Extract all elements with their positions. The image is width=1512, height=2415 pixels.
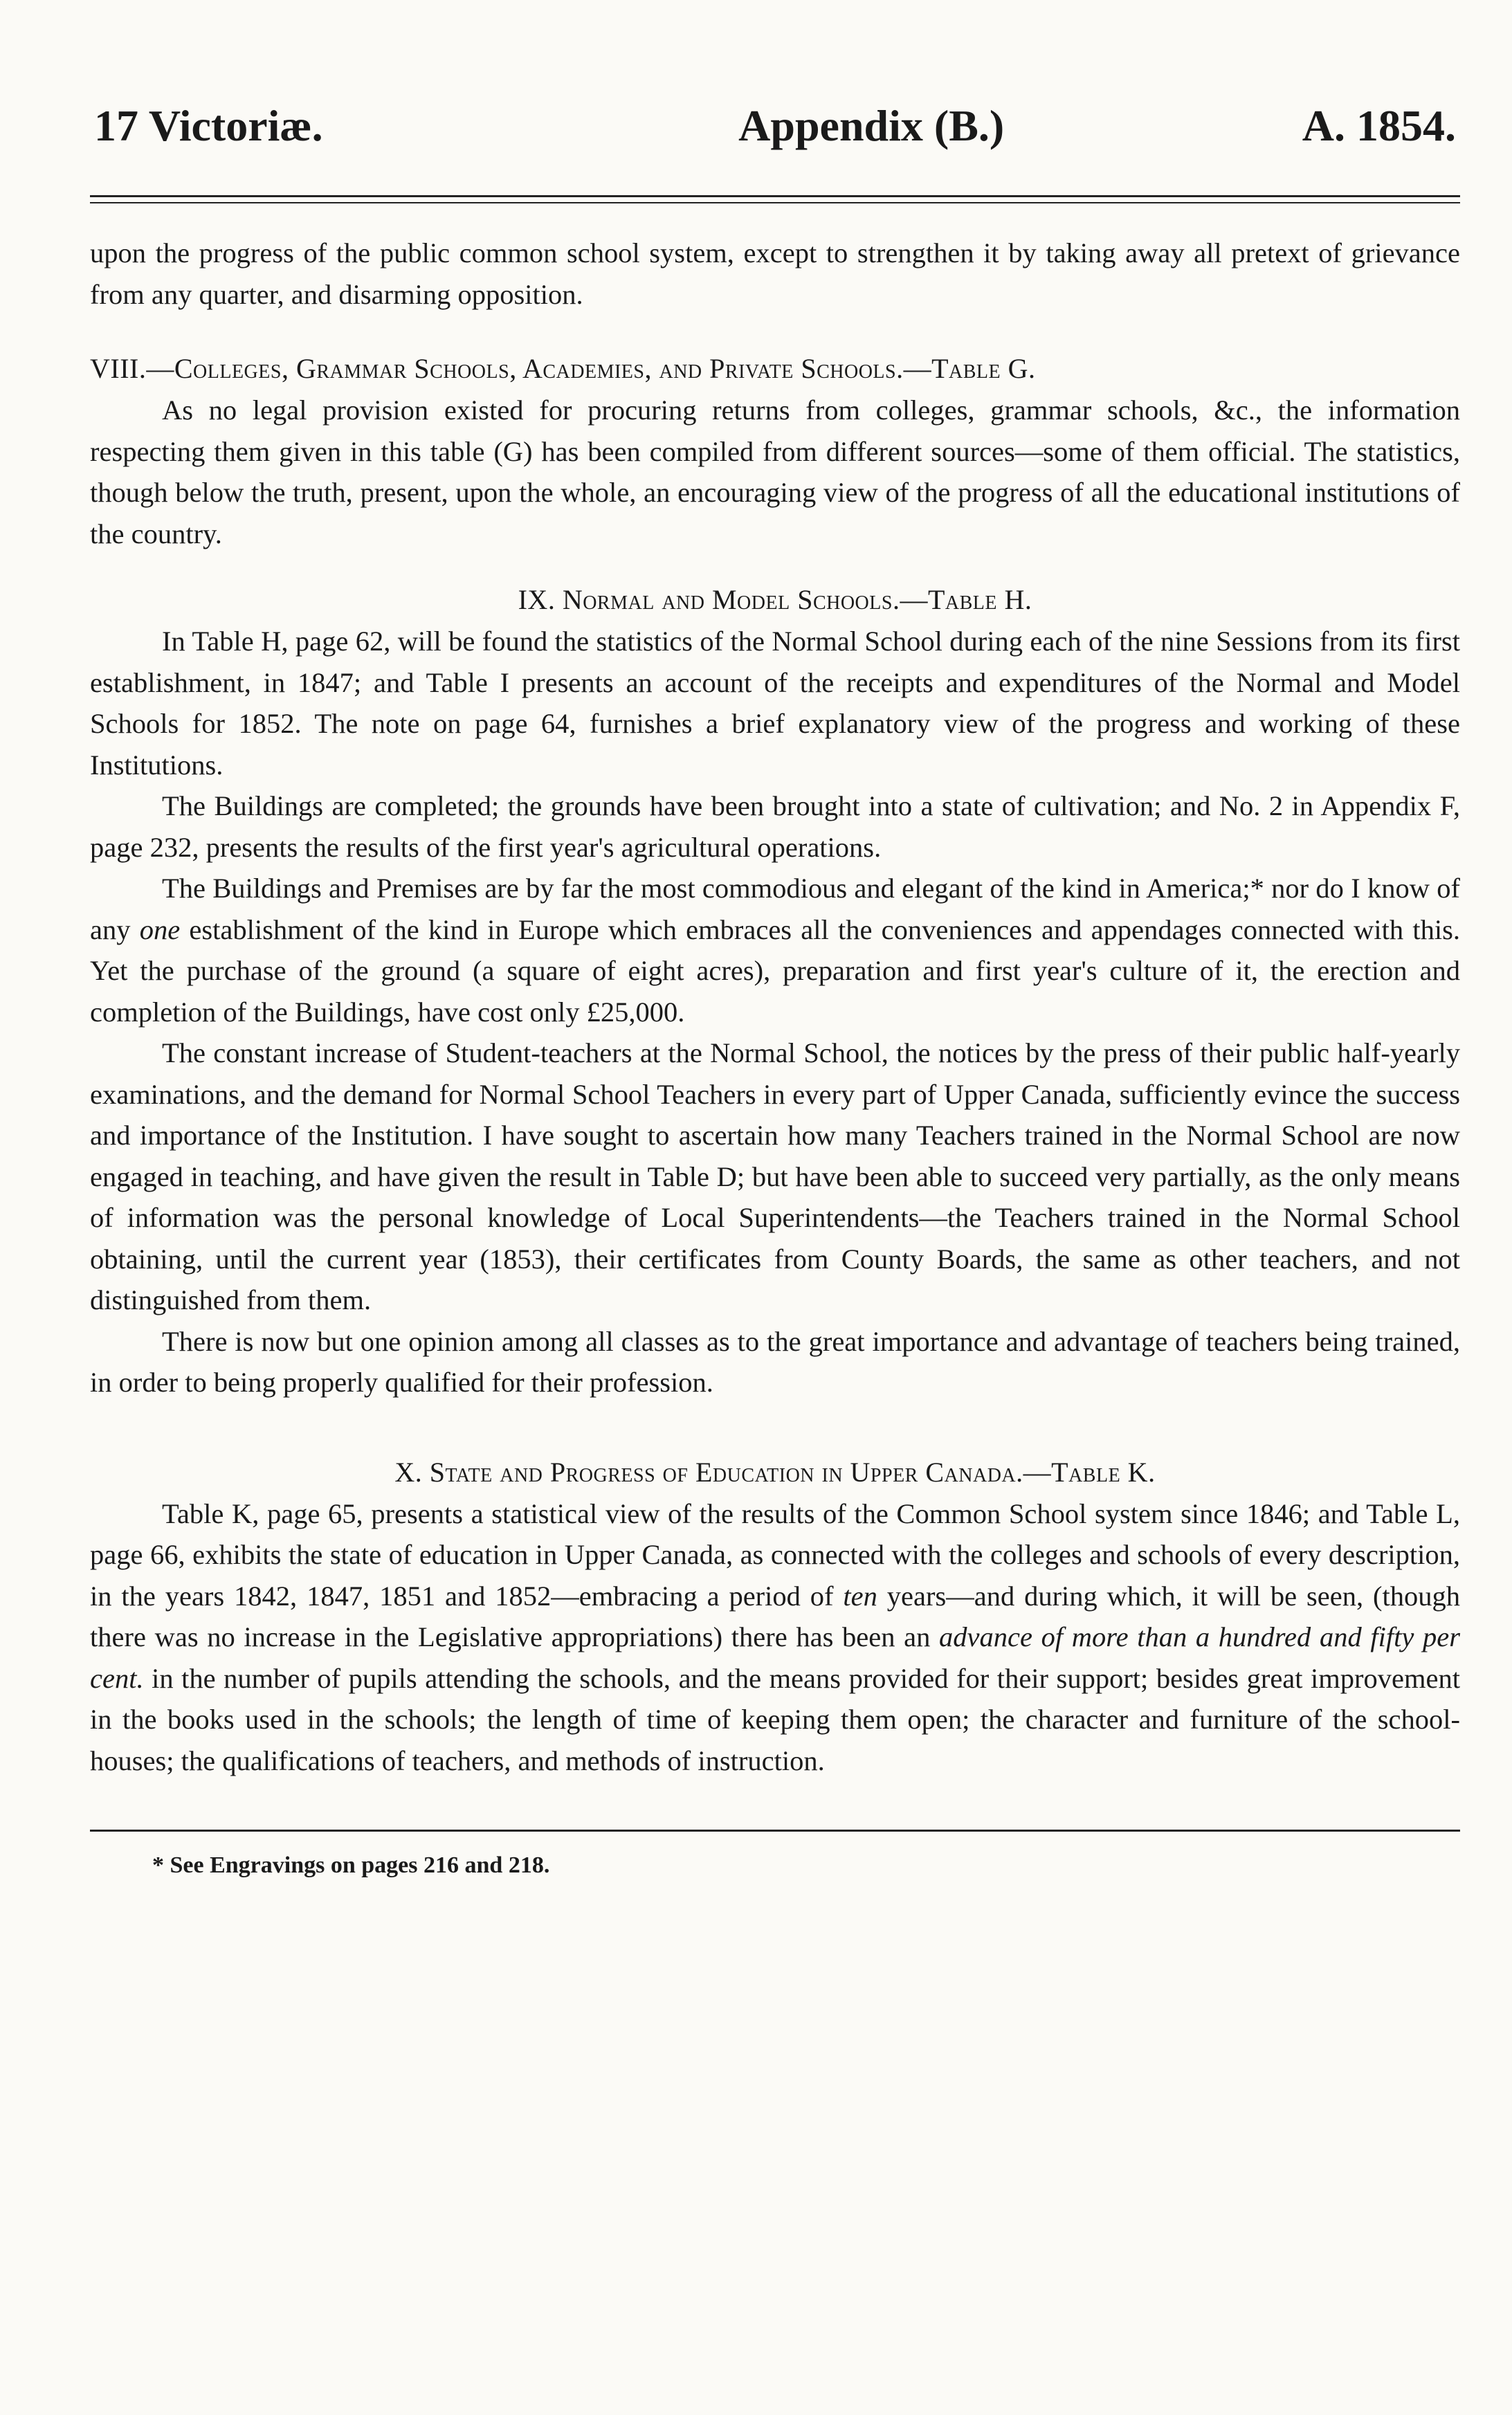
header-center: Appendix (B.) [738,101,1005,150]
page-header [90,101,1460,150]
section-x-emphasis-2: advance of more than a hundred and fifty per cent. [90,1621,1461,1694]
section-ix-paragraph-1: In Table H, page 62, will be found the statistics of the Normal School during each of the nine Sessions from its first establishment, in 1847; and Table I presents an account of the receipts and expenditures of the Normal and Model Schools for 1852. The note on page 64, furnishes a brief explanatory view of the progress and working of these Institutions. [90,626,1460,781]
header-rule [90,195,1460,203]
section-ix-heading: IX. Normal and Model Schools.—Table H. [518,584,1032,615]
section-ix-paragraph-4: The constant increase of Student-teachers at the Normal School, the notices by the press of their public half-yearly examinations, and the demand for Normal School Teachers in every part of Upper Canada, sufficiently evince the success and importance of the Institution. I have sought to ascertain how many Teachers trained in the Normal School are now engaged in teaching, and have given the result in Table D; but have been able to succeed very partially, as the only means of information was the personal knowledge of Local Superintendents—the Teachers trained in the Normal School obtaining, until the current year (1853), their certificates from County Boards, the same as other teachers, and not distinguished from them. [90,1037,1460,1315]
header-right: A. 1854. [1302,101,1456,150]
section-x-text-2: years—and during which, it will be seen, (though there was no increase in the Legislative appropriations) there has been an [90,1580,1460,1652]
paragraph-3-emphasis: one [139,913,181,945]
intro-paragraph: upon the progress of the public common school system, except to strengthen it by taking away all pretext of grievance from any quarter, and disarming opposition. [90,237,1460,310]
section-ix-paragraph-2: The Buildings are completed; the grounds have been brought into a state of cultivation; and No. 2 in Appendix F, page 232, presents the results of the first year's agricultural operations. [90,790,1460,863]
section-x-heading: X. State and Progress of Education in Upper Canada.—Table K. [394,1456,1156,1488]
paragraph-3-text-a: The Buildings and Premises are by far the most commodious and elegant of the kind in America;* nor do I know of any [90,873,1460,945]
section-x-text-3: in the number of pupils attending the schools, and the means provided for their support; besides great improvement in the books used in the schools; the length of time of keeping them open; the character and furniture of the school-houses; the qualifications of teachers, and methods of instruction. [90,1662,1460,1776]
header-left: 17 Victoriæ. [94,101,323,150]
footnote-rule [90,1830,1460,1832]
section-viii-heading: VIII.—Colleges, Grammar Schools, Academies, and Private Schools.—Table G. [90,353,1036,384]
section-x-text-1: Table K, page 65, presents a statistical view of the results of the Common School system since 1846; and Table L, page 66, exhibits the state of education in Upper Canada, as connected with the colleges and schools of every description, in the years 1842, 1847, 1851 and 1852—embracing a period of [90,1497,1460,1612]
paragraph-3-text-b: establishment of the kind in Europe which embraces all the conveniences and appendages connected with this. Yet the purchase of the ground (a square of eight acres), preparation and first year's culture of it, the erection and completion of the Buildings, have cost only £25,000. [90,913,1460,1028]
document-page [90,101,1461,1879]
section-ix-paragraph-5: There is now but one opinion among all classes as to the great importance and advantage of teachers being trained, in order to being properly qualified for their profession. [90,1325,1460,1398]
section-ix-paragraph-3 [90,868,1460,1032]
footnote: * See Engravings on pages 216 and 218. [152,1852,550,1878]
section-viii-paragraph: As no legal provision existed for procuring returns from colleges, grammar schools, &c., the information respecting them given in this table (G) has been compiled from different sources—some of them official. The statistics, though below the truth, present, upon the whole, an encouraging view of the progress of all the educational institutions of the country. [90,394,1460,549]
section-x-paragraph [90,1493,1460,1782]
section-x-emphasis-1: ten [843,1580,877,1612]
